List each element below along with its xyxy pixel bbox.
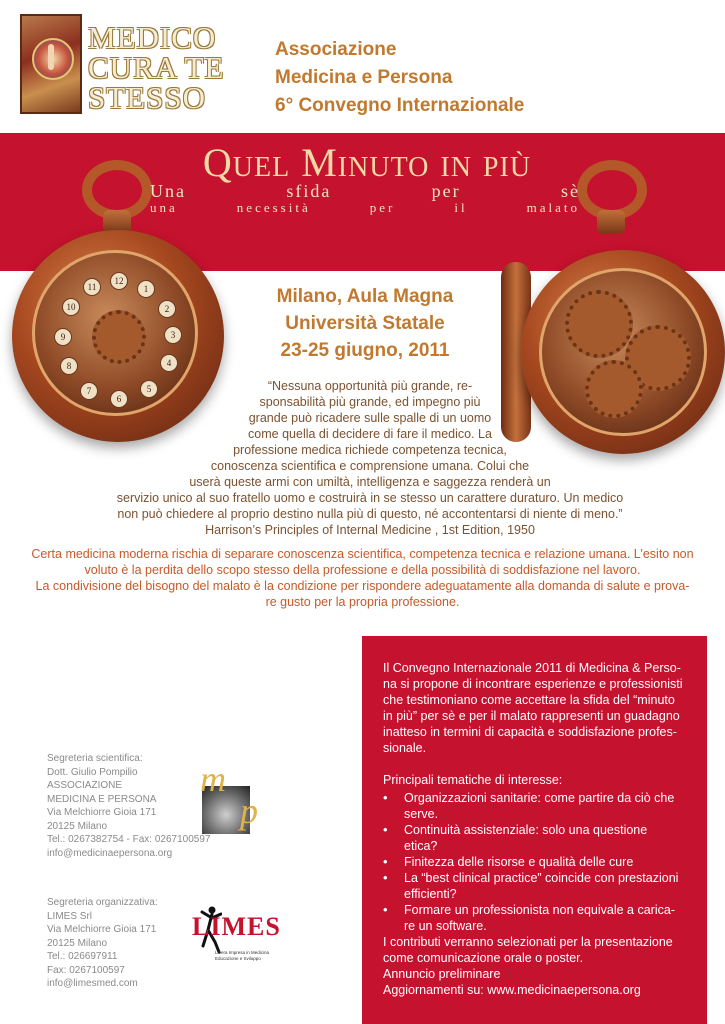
theme-item-line: re un software. bbox=[404, 919, 487, 933]
limes-logo-word: LIMES bbox=[192, 912, 281, 941]
theme-item-line: efficienti? bbox=[404, 887, 457, 901]
watch-gear bbox=[92, 310, 146, 364]
watch-number: 2 bbox=[158, 300, 176, 318]
watch-number: 7 bbox=[80, 382, 98, 400]
sec-sci-line: Tel.: 0267382754 - Fax: 0267100597 bbox=[47, 834, 211, 845]
watch-number: 9 bbox=[54, 328, 72, 346]
convention-number: 6° Convegno Internazionale bbox=[275, 95, 525, 116]
event-subtitle-1: Una sfida per sè bbox=[150, 181, 580, 201]
mp-logo-letter: p bbox=[240, 791, 258, 831]
watch-gear bbox=[565, 290, 633, 358]
logo-word-1: MEDICO bbox=[88, 20, 217, 55]
intro-line: voluto è la perdita dello scopo stesso della professione e della possibilità di soddisfazione nel lavoro. bbox=[84, 563, 641, 577]
mp-logo-letter: m bbox=[200, 759, 226, 799]
box-closing-line: I contributi verranno selezionati per la presentazione bbox=[383, 935, 673, 949]
limes-tagline: Libera Impresa in Medicina bbox=[215, 950, 270, 955]
watch-number: 10 bbox=[62, 298, 80, 316]
box-paragraph-line: che testimoniano come accettare la sfida del “minuto bbox=[383, 693, 675, 707]
watch-number: 4 bbox=[160, 354, 178, 372]
theme-item-line: etica? bbox=[404, 839, 438, 853]
website-link[interactable]: Aggiornamenti su: www.medicinaepersona.org bbox=[383, 983, 641, 997]
box-paragraph-line: sionale. bbox=[383, 741, 427, 755]
intro-line: re gusto per la propria professione. bbox=[265, 595, 460, 609]
theme-item-line: Finitezza delle risorse e qualità delle cure bbox=[404, 855, 634, 869]
quote-attribution: Harrison’s Principles of Internal Medicine , 1st Edition, 1950 bbox=[205, 523, 535, 537]
event-subtitle-2: una necessità per il malato bbox=[150, 200, 580, 215]
sec-sci-line: Via Melchiorre Gioia 171 bbox=[47, 807, 157, 818]
venue-university: Università Statale bbox=[285, 313, 445, 334]
limes-tagline: Educazione e Sviluppo bbox=[215, 956, 261, 961]
association-subname: Medicina e Persona bbox=[275, 67, 453, 88]
theme-item-line: Formare un professionista non equivale a carica- bbox=[404, 903, 675, 917]
sec-org-line: Via Melchiorre Gioia 171 bbox=[47, 924, 157, 935]
theme-item-line: Organizzazioni sanitarie: come partire da ciò che bbox=[404, 791, 675, 805]
association-name: Associazione bbox=[275, 39, 397, 60]
quote-line: servizio unico al suo fratello uomo e costruirà in se stesso un carattere duraturo. Un medico bbox=[116, 491, 624, 505]
quote-line: conoscenza scientifica e comprensione umana. Colui che bbox=[210, 459, 530, 473]
bullet-marker: • bbox=[383, 870, 388, 885]
sec-sci-line: ASSOCIAZIONE bbox=[47, 780, 123, 791]
watch-number: 3 bbox=[164, 326, 182, 344]
logo-word-2: CURA TE bbox=[88, 50, 225, 85]
intro-line: La condivisione del bisogno del malato è la condizione per rispondere adeguatamente alla domanda di salute e prova- bbox=[35, 579, 690, 593]
sec-org-line: Tel.: 026697911 bbox=[47, 951, 118, 962]
sec-org-line: Segreteria organizzativa: bbox=[47, 897, 158, 908]
watch-number: 5 bbox=[140, 380, 158, 398]
theme-item-line: serve. bbox=[404, 807, 439, 821]
watch-number: 1 bbox=[137, 280, 155, 298]
sec-org-line: 20125 Milano bbox=[47, 937, 108, 949]
box-paragraph-line: in più” per sè e per il malato rappresenti un guadagno bbox=[383, 709, 680, 723]
themes-heading: Principali tematiche di interesse: bbox=[383, 773, 563, 787]
quote-line: professione medica richiede competenza tecnica, bbox=[233, 443, 507, 457]
event-title: Quel Minuto in più bbox=[202, 140, 532, 185]
bullet-marker: • bbox=[383, 902, 388, 917]
announcement-label: Annuncio preliminare bbox=[383, 967, 501, 981]
quote-line: “Nessuna opportunità più grande, re- bbox=[267, 379, 473, 393]
box-paragraph-line: Il Convegno Internazionale 2011 di Medicina & Perso- bbox=[383, 661, 681, 675]
venue-dates: 23-25 giugno, 2011 bbox=[280, 340, 450, 361]
intro-line: Certa medicina moderna rischia di separare conoscenza scientifica, competenza tecnica e relazione umana. L’esito non bbox=[31, 547, 694, 561]
quote-line: sponsabilità più grande, ed impegno più bbox=[259, 395, 481, 409]
box-paragraph-line: inatteso in termini di capacità e soddisfazione profes- bbox=[383, 725, 677, 739]
bullet-marker: • bbox=[383, 822, 388, 837]
sec-sci-email[interactable]: info@medicinaepersona.org bbox=[47, 847, 173, 859]
sec-sci-line: Segreteria scientifica: bbox=[47, 753, 143, 764]
watch-crown bbox=[597, 210, 625, 234]
theme-item-line: Continuità assistenziale: solo una questione bbox=[404, 823, 648, 837]
watch-number: 12 bbox=[110, 272, 128, 290]
logo-word-3: STESSO bbox=[88, 80, 206, 115]
watch-number: 6 bbox=[110, 390, 128, 408]
sec-sci-line: Dott. Giulio Pompilio bbox=[47, 766, 138, 778]
sec-sci-line: MEDICINA E PERSONA bbox=[47, 793, 157, 805]
quote-line: grande può ricadere sulle spalle di un uomo bbox=[248, 411, 492, 425]
sec-org-line: LIMES Srl bbox=[47, 910, 93, 922]
bullet-marker: • bbox=[383, 790, 388, 805]
bullet-marker: • bbox=[383, 854, 388, 869]
box-paragraph-line: na si propone di incontrare esperienze e professionisti bbox=[383, 677, 683, 691]
figure-silhouette bbox=[48, 44, 54, 70]
sec-org-line: Fax: 0267100597 bbox=[47, 964, 125, 976]
box-closing-line: come comunicazione orale o poster. bbox=[383, 951, 584, 965]
logo-image bbox=[20, 14, 82, 114]
quote-line: come quella di decidere di fare il medico. La bbox=[248, 427, 492, 441]
sec-org-email[interactable]: info@limesmed.com bbox=[47, 978, 138, 989]
theme-item-line: La “best clinical practice” coincide con prestazioni bbox=[404, 871, 679, 885]
venue-place: Milano, Aula Magna bbox=[276, 286, 454, 307]
quote-line: non può chiedere al proprio destino nulla più di questo, né accontentarsi di niente di meno.” bbox=[117, 507, 623, 521]
sec-sci-line: 20125 Milano bbox=[47, 820, 108, 832]
watch-number: 11 bbox=[83, 278, 101, 296]
watch-number: 8 bbox=[60, 357, 78, 375]
quote-line: userà queste armi con umiltà, intelligenza e saggezza renderà un bbox=[189, 475, 551, 489]
